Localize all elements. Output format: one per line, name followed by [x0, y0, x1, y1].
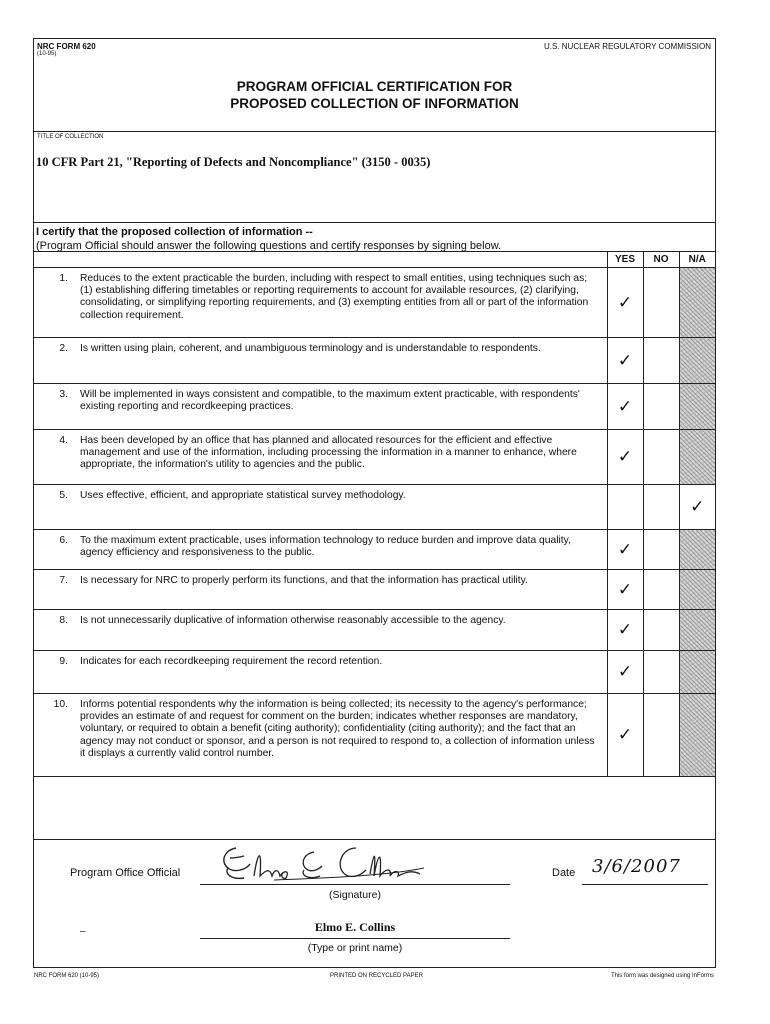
- signature-caption: (Signature): [329, 889, 381, 901]
- table-header-row: [34, 252, 715, 268]
- no-cell[interactable]: [643, 430, 679, 485]
- question-number: 8.: [59, 615, 68, 626]
- question-cell: [34, 530, 607, 570]
- question-row: [34, 268, 715, 338]
- question-cell: [34, 430, 607, 485]
- question-number: 6.: [59, 535, 68, 546]
- check-mark-icon: ✓: [690, 497, 705, 516]
- dash-mark: –: [80, 926, 86, 937]
- questions-body: [34, 268, 715, 777]
- yes-cell[interactable]: [607, 651, 643, 694]
- name-line: [200, 938, 510, 939]
- question-number: 2.: [59, 343, 68, 354]
- certification-instruction: (Program Official should answer the following questions and certify responses by signing below.: [36, 240, 502, 252]
- no-cell[interactable]: [643, 485, 679, 530]
- na-cell[interactable]: [679, 651, 715, 694]
- collection-title-value: 10 CFR Part 21, "Reporting of Defects and Noncompliance" (3150 - 0035): [36, 155, 431, 169]
- collection-title-label: TITLE OF COLLECTION: [37, 134, 104, 140]
- question-row: [34, 651, 715, 694]
- question-row: [34, 530, 715, 570]
- certification-form: [33, 38, 716, 968]
- yes-cell[interactable]: [607, 570, 643, 610]
- question-text: Is not unnecessarily duplicative of information otherwise reasonably accessible to the agency.: [80, 615, 506, 626]
- form-revision: (10-95): [37, 51, 57, 57]
- question-cell: [34, 485, 607, 530]
- question-number: 10.: [53, 699, 68, 710]
- na-cell[interactable]: [679, 430, 715, 485]
- question-text: Reduces to the extent practicable the burden, including with respect to small entities, using techniques such as; (1) establishing differing timetables or reporting requirements to account for available resources, (2) clarifying, consolidating, or simplifying reporting requirements, and (3) exempting entities from all or part of the information collection requirement.: [80, 273, 589, 321]
- question-row: [34, 610, 715, 651]
- date-value: 3/6/2007: [592, 856, 681, 877]
- question-number: 7.: [59, 575, 68, 586]
- name-caption: (Type or print name): [307, 942, 403, 954]
- yes-cell[interactable]: [607, 384, 643, 430]
- program-official-label: Program Office Official: [70, 867, 181, 879]
- check-mark-icon: ✓: [617, 662, 633, 681]
- no-cell[interactable]: [643, 610, 679, 651]
- question-number: 3.: [59, 389, 68, 400]
- yes-cell[interactable]: [607, 268, 643, 338]
- no-cell[interactable]: [643, 651, 679, 694]
- check-mark-icon: ✓: [617, 579, 633, 599]
- question-text: Is written using plain, coherent, and unambiguous terminology and is understandable to respondents.: [80, 343, 541, 354]
- footer-designed: This form was designed using InForms: [610, 973, 714, 979]
- na-cell[interactable]: [679, 485, 715, 530]
- form-title-line1: PROGRAM OFFICIAL CERTIFICATION FOR: [236, 79, 513, 94]
- na-cell[interactable]: [679, 694, 715, 777]
- footer-form-id: NRC FORM 620 (10-95): [34, 973, 100, 979]
- na-cell[interactable]: [679, 338, 715, 384]
- no-cell[interactable]: [643, 530, 679, 570]
- question-cell: [34, 694, 607, 777]
- question-text: Indicates for each recordkeeping requirement the record retention.: [80, 656, 383, 667]
- form-number: NRC FORM 620: [37, 42, 96, 51]
- no-cell[interactable]: [643, 694, 679, 777]
- question-row: [34, 430, 715, 485]
- na-cell[interactable]: [679, 384, 715, 430]
- handwritten-signature: [214, 840, 434, 886]
- questions-table: [34, 251, 715, 777]
- question-number: 9.: [59, 656, 68, 667]
- question-text: Will be implemented in ways consistent and compatible, to the maximum extent practicable, with respondents' existing reporting and recordkeeping practices.: [80, 389, 580, 413]
- check-mark-icon: ✓: [617, 396, 633, 416]
- agency-name: U.S. NUCLEAR REGULATORY COMMISSION: [544, 42, 711, 51]
- date-label: Date: [552, 867, 576, 879]
- yes-cell[interactable]: [607, 694, 643, 777]
- no-cell[interactable]: [643, 268, 679, 338]
- question-number: 4.: [59, 435, 68, 446]
- question-row: [34, 384, 715, 430]
- no-column-header: NO: [643, 252, 679, 268]
- question-row: [34, 338, 715, 384]
- certification-section: [34, 222, 715, 252]
- question-row: [34, 694, 715, 777]
- yes-cell[interactable]: [607, 610, 643, 651]
- certification-heading: I certify that the proposed collection of information --: [36, 226, 313, 238]
- form-title-line2: PROPOSED COLLECTION OF INFORMATION: [230, 96, 519, 111]
- question-number: 5.: [59, 490, 68, 501]
- na-cell[interactable]: [679, 268, 715, 338]
- na-cell[interactable]: [679, 570, 715, 610]
- check-mark-icon: ✓: [617, 350, 633, 370]
- signature-section: [34, 839, 715, 970]
- check-mark-icon: ✓: [617, 539, 633, 559]
- check-mark-icon: ✓: [617, 292, 633, 312]
- na-column-header: N/A: [679, 252, 715, 268]
- question-number: 1.: [59, 273, 68, 284]
- question-cell: [34, 384, 607, 430]
- yes-cell[interactable]: [607, 485, 643, 530]
- question-cell: [34, 570, 607, 610]
- question-text: Uses effective, efficient, and appropriate statistical survey methodology.: [80, 490, 406, 501]
- question-cell: [34, 268, 607, 338]
- question-row: [34, 570, 715, 610]
- signature-line: [200, 884, 510, 885]
- yes-cell[interactable]: [607, 430, 643, 485]
- question-column-header: [34, 252, 607, 268]
- na-cell[interactable]: [679, 530, 715, 570]
- question-text: Has been developed by an office that has planned and allocated resources for the efficient and effective management and use of the information, including processing the information in a manner to enhance, where appropriate, the information's utility to agencies and the public.: [80, 435, 577, 471]
- question-text: Is necessary for NRC to properly perform its functions, and that the information has practical utility.: [80, 575, 528, 586]
- check-mark-icon: ✓: [617, 447, 633, 466]
- yes-column-header: YES: [607, 252, 643, 268]
- question-cell: [34, 651, 607, 694]
- printed-name: Elmo E. Collins: [314, 920, 396, 934]
- footer-recycled: PRINTED ON RECYCLED PAPER: [330, 973, 423, 979]
- question-cell: [34, 610, 607, 651]
- yes-cell[interactable]: [607, 338, 643, 384]
- no-cell[interactable]: [643, 338, 679, 384]
- question-cell: [34, 338, 607, 384]
- question-text: Informs potential respondents why the information is being collected; its necessity to the agency's performance; provides an estimate of and request for comment on the burden; indicates whether responses are mandatory, voluntary, or required to obtain a benefit (citing authority); confidentiality (citing authority); and the fact that an agency may not conduct or sponsor, and a person is not required to respond to, a collection of information unless it displays a currently valid control number.: [80, 699, 595, 759]
- na-cell[interactable]: [679, 610, 715, 651]
- question-row: [34, 485, 715, 530]
- check-mark-icon: ✓: [617, 620, 633, 639]
- check-mark-icon: ✓: [617, 725, 633, 744]
- no-cell[interactable]: [643, 384, 679, 430]
- form-header: [34, 39, 715, 132]
- no-cell[interactable]: [643, 570, 679, 610]
- yes-cell[interactable]: [607, 530, 643, 570]
- question-text: To the maximum extent practicable, uses information technology to reduce burden and improve data quality, agency efficiency and responsiveness to the public.: [80, 535, 571, 559]
- date-line: [582, 884, 708, 885]
